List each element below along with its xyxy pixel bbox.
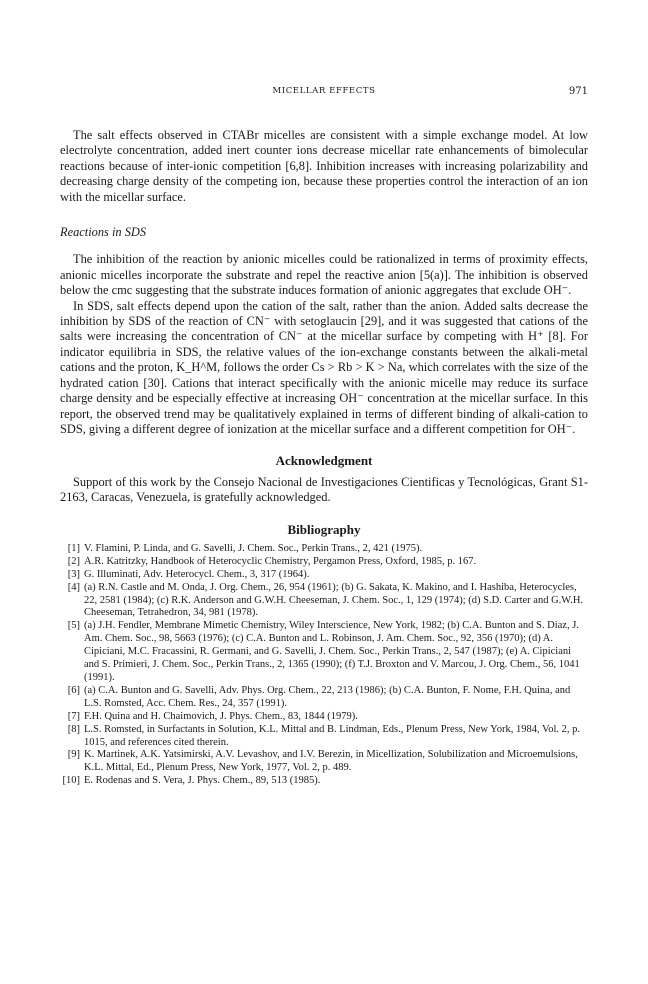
bibliography-entry <box>60 569 588 582</box>
bib-text: A.R. Katritzky, Handbook of Heterocyclic Chemistry, Pergamon Press, Oxford, 1985, p. 167. <box>84 555 477 567</box>
bibliography-entry <box>60 724 588 750</box>
page-header <box>60 86 588 100</box>
bib-text: G. Illuminati, Adv. Heterocycl. Chem., 3, 317 (1964). <box>84 568 310 580</box>
bibliography-entry <box>60 556 588 569</box>
bibliography-entry <box>60 543 588 556</box>
bib-text: L.S. Romsted, in Surfactants in Solution, K.L. Mittal and B. Lindman, Eds., Plenum Press, New York, 1984, Vol. 2, p. 1015, and references cited therein. <box>84 723 581 748</box>
acknowledgment-text: Support of this work by the Consejo Nacional de Investigaciones Cientificas y Tecnológicas, Grant S1-2163, Caracas, Venezuela, is gratefully acknowledged. <box>60 474 588 505</box>
bibliography-list <box>60 543 588 788</box>
bibliography-entry <box>60 749 588 775</box>
bib-text: (a) C.A. Bunton and G. Savelli, Adv. Phys. Org. Chem., 22, 213 (1986); (b) C.A. Bunton, F. Nome, F.H. Quina, and L.S. Romsted, Acc. Chem. Res., 24, 357 (1991). <box>84 684 571 709</box>
paragraph-sds-salt-effects: In SDS, salt effects depend upon the cation of the salt, rather than the anion. Added salts decrease the inhibition by SDS of the reaction of CN⁻ with setoglaucin [29], and it was suggested that cations of the salts were increasing the concentration of CN⁻ at the micellar surface by competing with H⁺ [8]. For indicator equilibria in SDS, the relative values of the ion-exchange constants between the alkali-metal cations and the proton, K_H^M, follows the order Cs > Rb > K > Na, which correlates with the size of the hydrated cation [30]. Cations that interact specifically with the anionic micelle may reduce its surface charge density and be especially effective at increasing OH⁻ concentration at the micellar surface. In this report, the observed trend may be qualitatively explained in terms of different binding of alkali-cation to SDS, giving a different degree of ionization at the micellar surface and a different competition for OH⁻. <box>60 298 588 436</box>
bibliography-entry <box>60 711 588 724</box>
bib-number: [10] <box>62 775 80 787</box>
bib-number: [7] <box>67 710 80 722</box>
section-heading-reactions-in-sds: Reactions in SDS <box>60 225 147 240</box>
bib-text: K. Martinek, A.K. Yatsimirski, A.V. Levashov, and I.V. Berezin, in Micellization, Solubilization and Microemulsions, K.L. Mittal, Ed., Plenum Press, New York, 1977, Vol. 2, p. 489. <box>84 749 578 774</box>
bibliography-entry <box>60 685 588 711</box>
bib-number: [6] <box>67 684 80 696</box>
bib-number: [1] <box>67 542 80 554</box>
bib-text: V. Flamini, P. Linda, and G. Savelli, J. Chem. Soc., Perkin Trans., 2, 421 (1975). <box>84 542 423 554</box>
bibliography-entry <box>60 775 588 788</box>
page-number: 971 <box>568 86 588 97</box>
bib-text: (a) R.N. Castle and M. Onda, J. Org. Chem., 26, 954 (1961); (b) G. Sakata, K. Makino, and I. Hashiba, Heterocycles, 22, 2581 (1984); (c) R.K. Anderson and G.W.H. Cheeseman, J. Chem. Soc., 1, 129 (1974); (d) S.D. Carter and G.W.H. Cheeseman, Tetrahedron, 34, 981 (1978). <box>84 581 584 619</box>
acknowledgment-heading: Acknowledgment <box>275 453 373 469</box>
bib-number: [8] <box>67 723 80 735</box>
bib-number: [4] <box>67 581 80 593</box>
running-title: MICELLAR EFFECTS <box>272 86 376 96</box>
bib-text: F.H. Quina and H. Chaimovich, J. Phys. Chem., 83, 1844 (1979). <box>84 710 358 722</box>
bib-text: (a) J.H. Fendler, Membrane Mimetic Chemistry, Wiley Interscience, New York, 1982; (b) C.A. Bunton and S. Diaz, J. Am. Chem. Soc., 98, 5663 (1976); (c) C.A. Bunton and L. Robinson, J. Am. Chem. Soc., 92, 356 (1970); (d) A. Cipiciani, M.C. Fracassini, R. Germani, and G. Savelli, J. Chem. Soc., Perkin Trans., 2, 547 (1987); (e) A. Cipiciani and S. Primieri, J. Chem. Soc., Perkin Trans., 2, 1365 (1990); (f) T.J. Broxton and V. Marcou, J. Org. Chem., 56, 1041 (1991). <box>84 620 580 683</box>
bib-number: [9] <box>67 749 80 761</box>
bibliography-entry <box>60 620 588 685</box>
paragraph-sds-inhibition: The inhibition of the reaction by anionic micelles could be rationalized in terms of proximity effects, anionic micelles incorporate the substrate and repel the reactive anion [5(a)]. The inhibition is observed below the cmc suggesting that the substrate induces formation of anionic aggregates that exclude OH⁻. <box>60 252 588 298</box>
bib-text: E. Rodenas and S. Vera, J. Phys. Chem., 89, 513 (1985). <box>84 775 321 787</box>
bibliography-heading: Bibliography <box>287 521 361 537</box>
bib-number: [2] <box>67 555 80 567</box>
paragraph-salt-effects-ctabr: The salt effects observed in CTABr micelles are consistent with a simple exchange model. At low electrolyte concentration, added inert counter ions decrease micellar rate enhancements of bimolecular reactions because of inter-ionic competition [6,8]. Inhibition increases with increasing polarizability and decreasing charge density of the competing ion, because these properties control the interaction of an ion with the micellar surface. <box>60 128 588 204</box>
bib-number: [3] <box>67 568 80 580</box>
article-body <box>60 128 588 788</box>
bib-number: [5] <box>67 620 80 632</box>
bibliography-entry <box>60 582 588 621</box>
